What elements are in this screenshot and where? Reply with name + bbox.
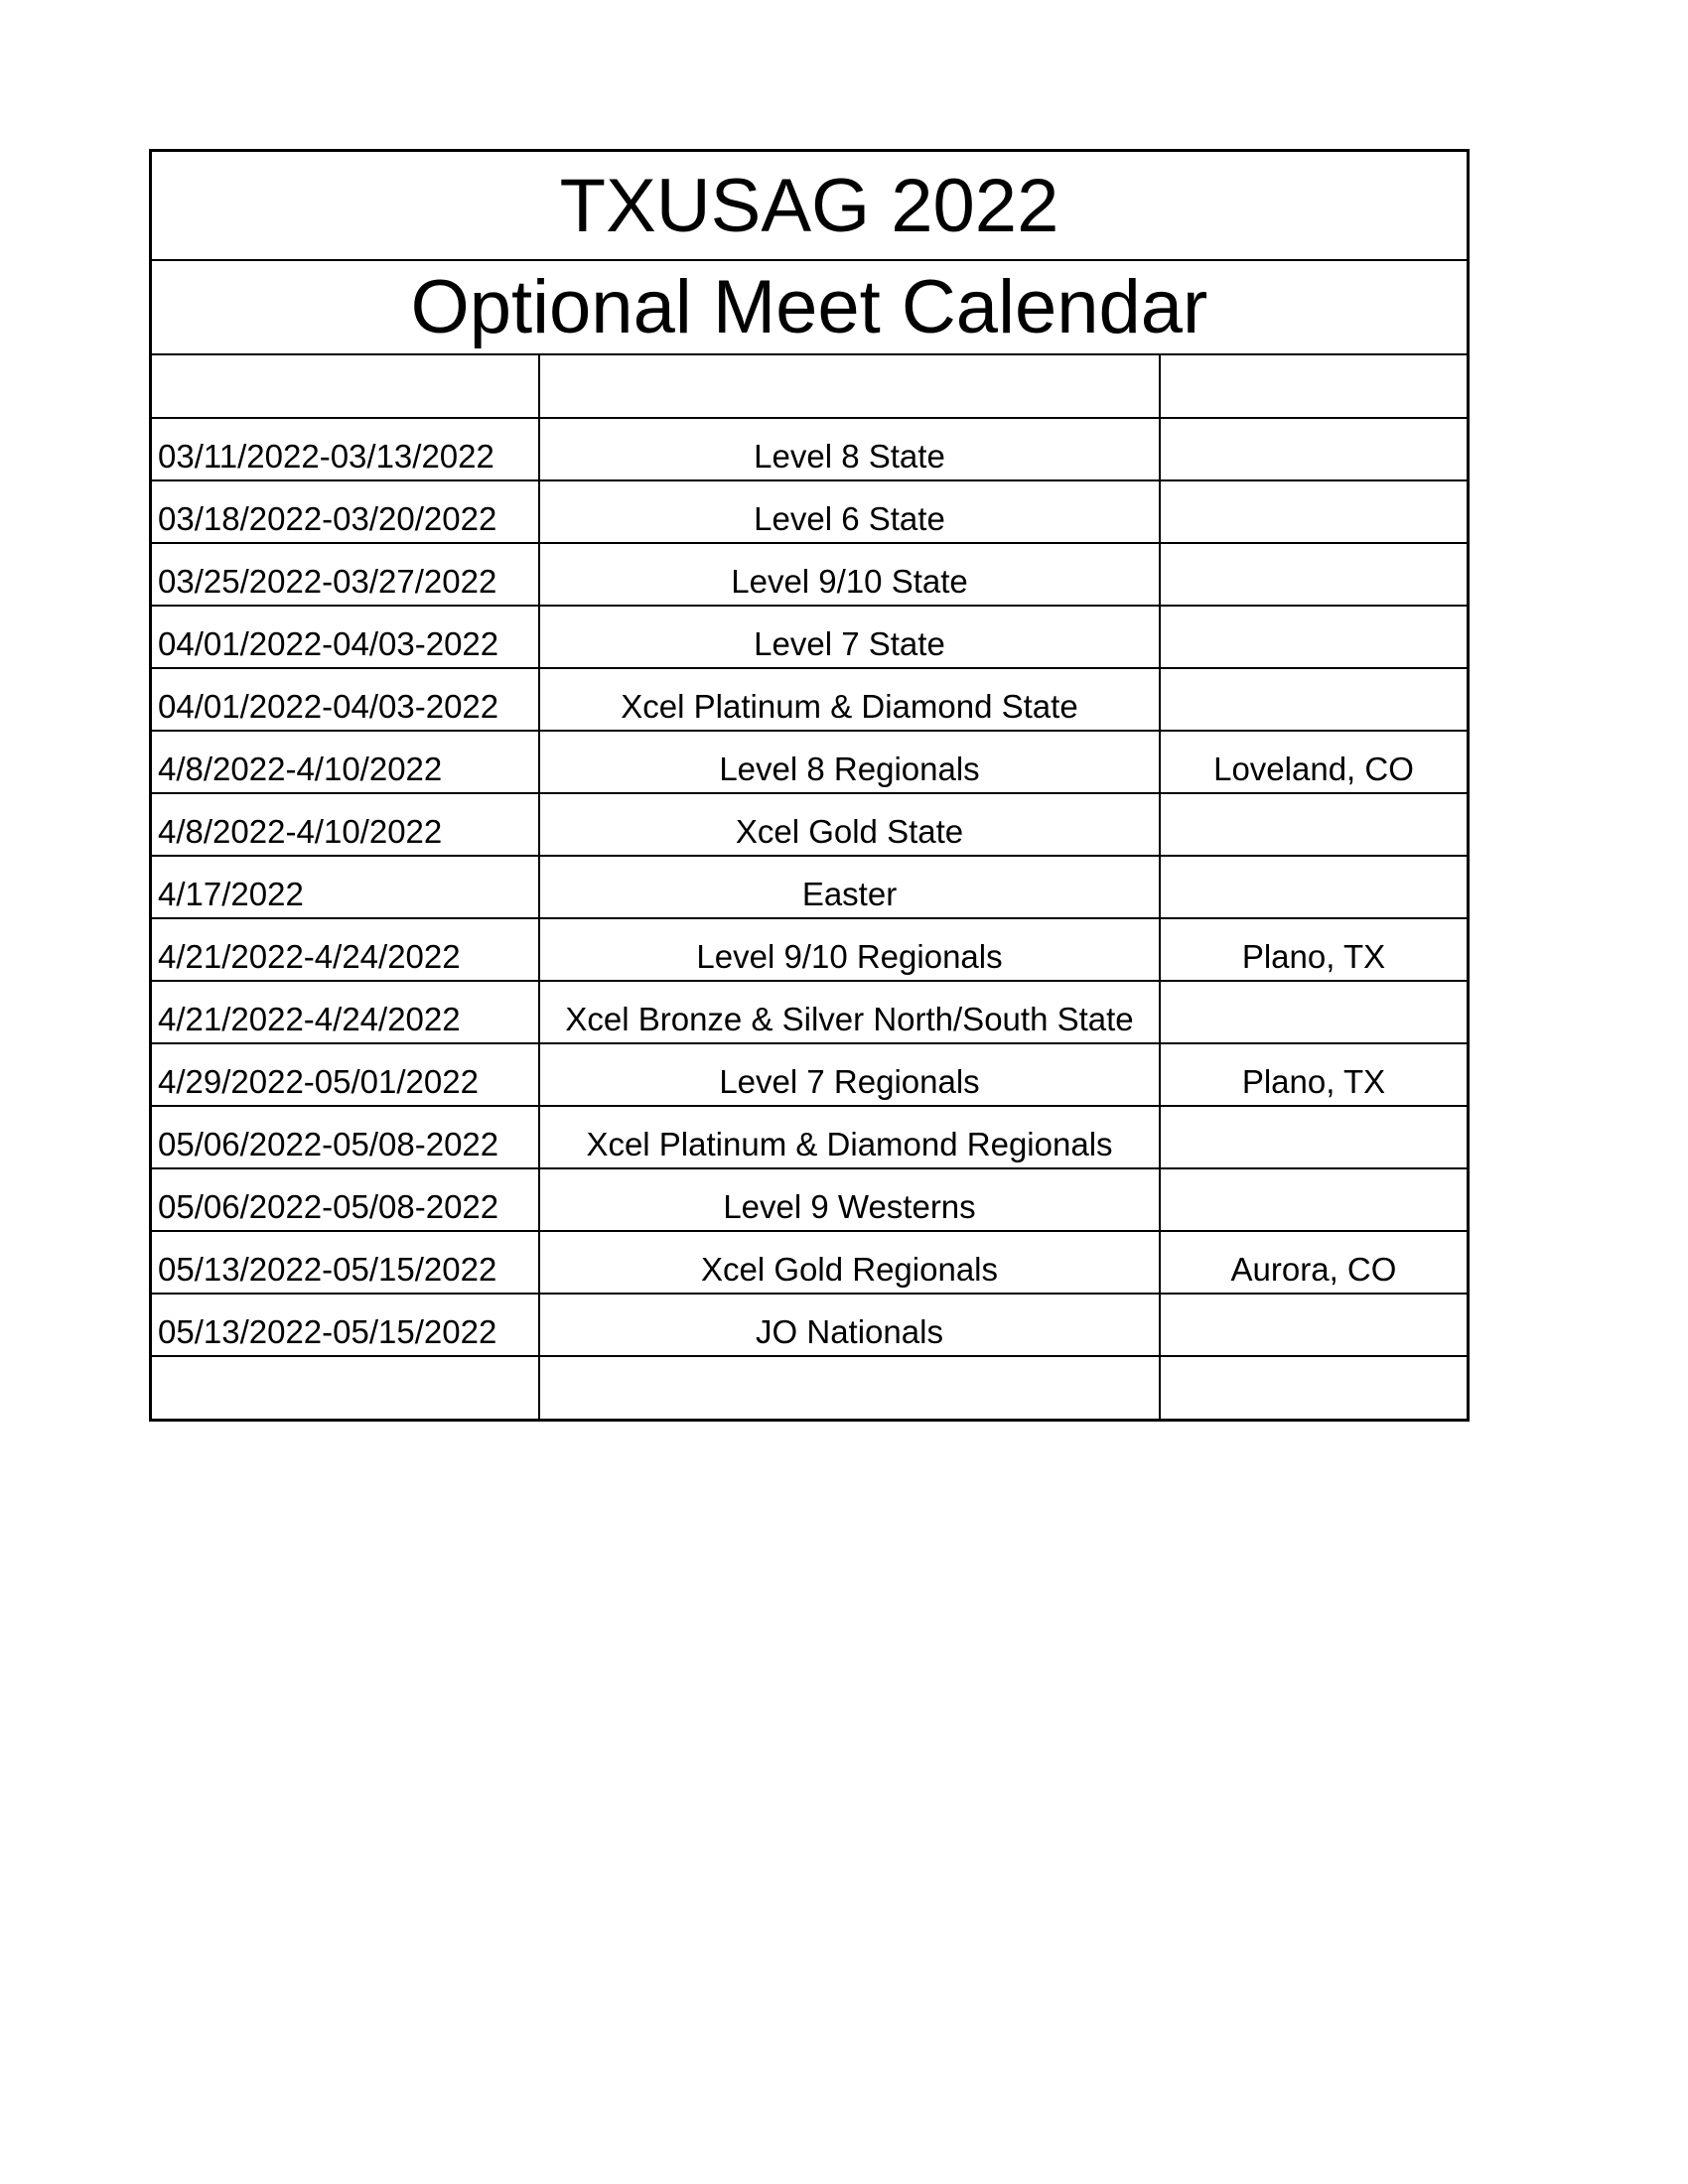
location-cell [1160, 1356, 1467, 1419]
document-title: TXUSAG 2022 [152, 152, 1467, 261]
date-cell [152, 355, 539, 418]
date-cell: 04/01/2022-04/03-2022 [152, 606, 539, 668]
date-cell: 05/06/2022-05/08-2022 [152, 1168, 539, 1231]
event-cell: Level 9/10 Regionals [539, 918, 1160, 981]
location-cell [1160, 1294, 1467, 1356]
event-cell [539, 1356, 1160, 1419]
table-row [152, 1356, 1467, 1419]
date-cell: 4/29/2022-05/01/2022 [152, 1043, 539, 1106]
date-cell: 4/21/2022-4/24/2022 [152, 918, 539, 981]
meet-calendar-sheet [149, 149, 1470, 1422]
event-cell: Xcel Gold Regionals [539, 1231, 1160, 1294]
table-row [152, 606, 1467, 668]
date-cell: 4/17/2022 [152, 856, 539, 918]
table-row [152, 1231, 1467, 1294]
date-cell: 03/18/2022-03/20/2022 [152, 480, 539, 543]
date-cell: 4/8/2022-4/10/2022 [152, 731, 539, 793]
location-cell [1160, 1106, 1467, 1168]
date-cell [152, 1356, 539, 1419]
table-row [152, 543, 1467, 606]
date-cell: 05/13/2022-05/15/2022 [152, 1294, 539, 1356]
event-cell: JO Nationals [539, 1294, 1160, 1356]
location-cell [1160, 1168, 1467, 1231]
event-cell: Xcel Bronze & Silver North/South State [539, 981, 1160, 1043]
date-cell: 04/01/2022-04/03-2022 [152, 668, 539, 731]
location-cell [1160, 543, 1467, 606]
event-cell [539, 355, 1160, 418]
location-cell [1160, 981, 1467, 1043]
location-cell [1160, 668, 1467, 731]
table-row [152, 668, 1467, 731]
meet-schedule-table [152, 355, 1467, 1419]
table-row [152, 981, 1467, 1043]
date-cell: 03/11/2022-03/13/2022 [152, 418, 539, 480]
location-cell: Plano, TX [1160, 918, 1467, 981]
event-cell: Xcel Gold State [539, 793, 1160, 856]
event-cell: Xcel Platinum & Diamond State [539, 668, 1160, 731]
location-cell [1160, 480, 1467, 543]
event-cell: Level 8 State [539, 418, 1160, 480]
event-cell: Level 9 Westerns [539, 1168, 1160, 1231]
table-row [152, 355, 1467, 418]
location-cell: Plano, TX [1160, 1043, 1467, 1106]
event-cell: Level 7 State [539, 606, 1160, 668]
table-row [152, 793, 1467, 856]
location-cell [1160, 418, 1467, 480]
location-cell [1160, 606, 1467, 668]
table-row [152, 1294, 1467, 1356]
date-cell: 4/8/2022-4/10/2022 [152, 793, 539, 856]
event-cell: Level 6 State [539, 480, 1160, 543]
location-cell: Loveland, CO [1160, 731, 1467, 793]
date-cell: 4/21/2022-4/24/2022 [152, 981, 539, 1043]
table-row [152, 1168, 1467, 1231]
event-cell: Level 7 Regionals [539, 1043, 1160, 1106]
table-row [152, 1106, 1467, 1168]
document-subtitle: Optional Meet Calendar [152, 261, 1467, 355]
table-row [152, 418, 1467, 480]
table-row [152, 918, 1467, 981]
event-cell: Xcel Platinum & Diamond Regionals [539, 1106, 1160, 1168]
table-row [152, 856, 1467, 918]
location-cell [1160, 355, 1467, 418]
table-row [152, 731, 1467, 793]
location-cell [1160, 793, 1467, 856]
event-cell: Level 8 Regionals [539, 731, 1160, 793]
table-row [152, 1043, 1467, 1106]
location-cell: Aurora, CO [1160, 1231, 1467, 1294]
location-cell [1160, 856, 1467, 918]
date-cell: 03/25/2022-03/27/2022 [152, 543, 539, 606]
event-cell: Easter [539, 856, 1160, 918]
event-cell: Level 9/10 State [539, 543, 1160, 606]
date-cell: 05/06/2022-05/08-2022 [152, 1106, 539, 1168]
date-cell: 05/13/2022-05/15/2022 [152, 1231, 539, 1294]
table-row [152, 480, 1467, 543]
